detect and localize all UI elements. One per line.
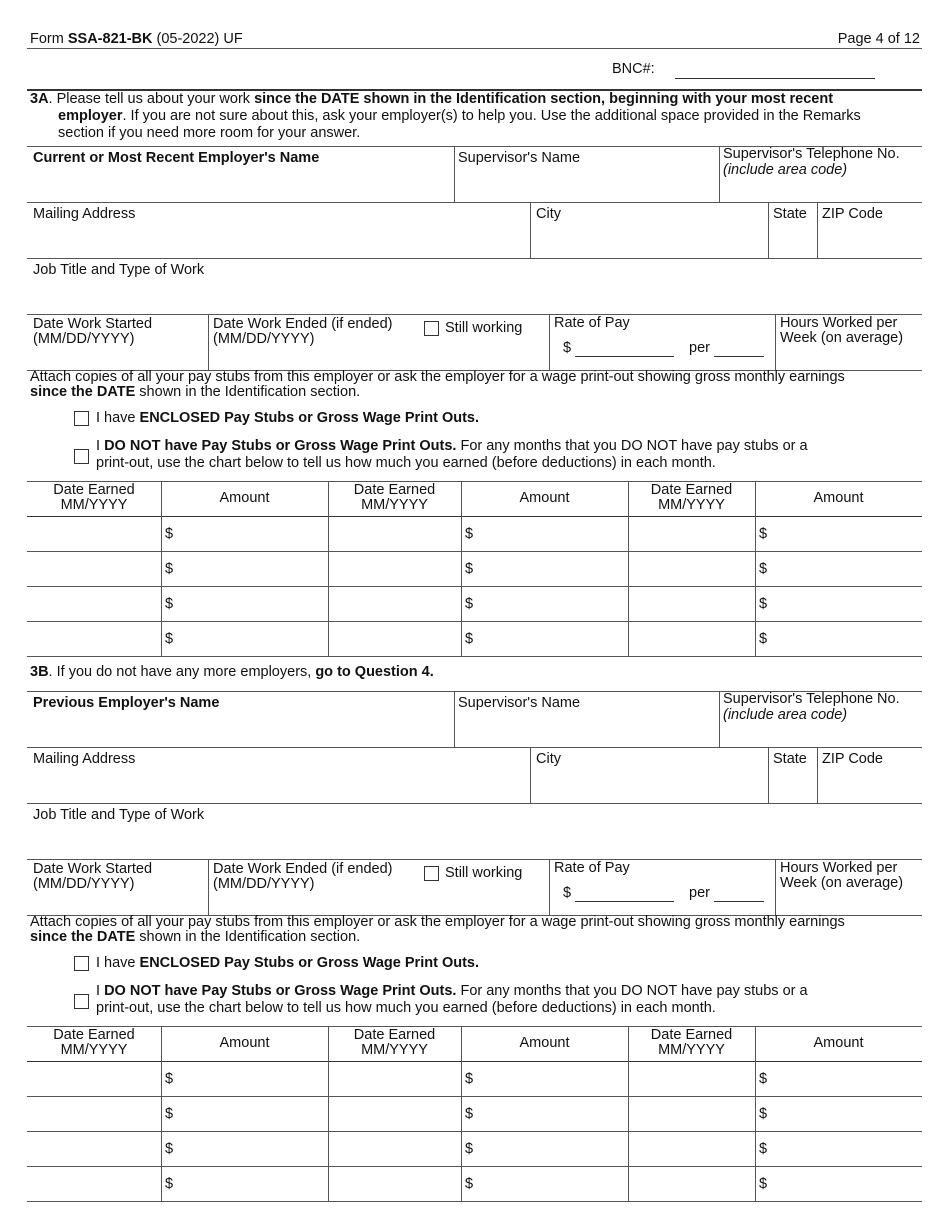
q3b-still-working-label: Still working [445,865,523,881]
bnc-input[interactable] [675,78,875,79]
q3b-amount-input[interactable] [771,1167,920,1200]
q3a-amount-dollar-sign: $ [465,631,474,647]
q3a-amount-input[interactable] [477,552,626,585]
q3b-date-earned-input[interactable] [329,1097,460,1130]
form-code: SSA-821-BK [67,31,153,47]
q3b-amount-input[interactable] [477,1132,626,1165]
v-rule [719,691,720,747]
q3a-amount-input[interactable] [477,587,626,620]
header-rule [27,48,922,49]
q3a-date-started-label: Date Work Started [33,316,153,332]
q3a-amount-input[interactable] [771,622,920,655]
q3b-enclosed-checkbox[interactable] [74,956,89,971]
v-rule [755,481,756,656]
q3b-amount-dollar-sign: $ [759,1106,768,1122]
q3a-rate-amount-input[interactable] [575,356,674,357]
q3a-date-earned-input[interactable] [28,517,160,550]
q3b-intro: 3B. If you do not have any more employers, go to Question 4. [30,664,434,680]
q3b-amount-input[interactable] [177,1167,326,1200]
q3b-still-working-checkbox[interactable] [424,866,439,881]
q3a-amount-dollar-sign: $ [759,631,768,647]
q3a-attach-instructions: Attach copies of all your pay stubs from this employer or ask the employer for a wage print-out showing gross monthly earnings since the DATE shown in the Identification section. [30,369,845,400]
q3b-amount-dollar-sign: $ [165,1106,174,1122]
q3a-hours-input[interactable] [777,348,921,368]
q3a-amount-dollar-sign: $ [465,596,474,612]
q3b-date-ended-input[interactable] [210,893,546,913]
q3a-amount-input[interactable] [177,622,326,655]
v-rule [461,1026,462,1201]
v-rule [461,481,462,656]
q3a-job-title-label: Job Title and Type of Work [33,262,205,278]
q3a-date-earned-input[interactable] [28,622,160,655]
q3b-zip-input[interactable] [819,767,921,801]
q3a-date-ended-label: Date Work Ended (if ended) [213,316,393,332]
q3a-job-title-input[interactable] [28,278,920,312]
v-rule [454,146,455,202]
q3b-amount-input[interactable] [177,1062,326,1095]
q3a-amount-input[interactable] [177,587,326,620]
q3b-hours-input[interactable] [777,893,921,913]
q3a-hours-label-1: Hours Worked per [780,315,898,331]
q3b-number: 3B [30,664,49,680]
q3a-rate-per-label: per [689,340,710,356]
q3a-date-earned-input[interactable] [28,587,160,620]
q3a-supervisor-name-input[interactable] [456,166,716,200]
q3a-amount-input[interactable] [477,622,626,655]
q3b-amount-input[interactable] [771,1132,920,1165]
q3b-date-earned-input[interactable] [629,1062,754,1095]
v-rule [161,1026,162,1201]
q3b-city-label: City [536,751,561,767]
q3a-date-started-format: (MM/DD/YYYY) [33,331,135,347]
h-rule [27,803,922,804]
q3b-supervisor-name-label: Supervisor's Name [458,695,581,711]
q3a-amount-dollar-sign: $ [165,561,174,577]
q3b-col-amount-header: Amount [813,1035,864,1051]
q3b-col-date-earned-header: Date Earned MM/YYYY [353,1027,436,1058]
v-rule [755,1026,756,1201]
q3a-supervisor-phone-input[interactable] [721,180,921,200]
q3a-amount-dollar-sign: $ [165,631,174,647]
q3b-date-started-input[interactable] [28,893,206,913]
v-rule [530,202,531,258]
v-rule [530,747,531,803]
q3a-enclosed-label: I have ENCLOSED Pay Stubs or Gross Wage Print Outs. [96,410,479,426]
q3b-date-ended-label: Date Work Ended (if ended) [213,861,393,877]
q3b-amount-input[interactable] [771,1062,920,1095]
q3a-area-code-note: (include area code) [723,162,848,178]
v-rule [768,747,769,803]
v-rule [454,691,455,747]
q3b-amount-input[interactable] [771,1097,920,1130]
q3a-state-label: State [773,206,807,222]
q3a-date-earned-input[interactable] [629,622,754,655]
q3b-amount-input[interactable] [477,1062,626,1095]
q3b-amount-dollar-sign: $ [165,1141,174,1157]
q3b-supervisor-phone-label: Supervisor's Telephone No. [723,691,900,707]
q3a-supervisor-phone-label: Supervisor's Telephone No. [723,146,900,162]
h-rule [27,202,922,203]
q3a-state-input[interactable] [770,222,815,256]
v-rule [719,146,720,202]
v-rule [817,202,818,258]
q3b-amount-dollar-sign: $ [465,1071,474,1087]
q3a-city-label: City [536,206,561,222]
q3b-job-title-input[interactable] [28,823,920,857]
q3a-date-started-input[interactable] [28,348,206,368]
q3a-not-have-label: I DO NOT have Pay Stubs or Gross Wage Print Outs. For any months that you DO NOT have pay stubs or a print-out, use the chart below to tell us how much you earned (before deductions) in each month. [96,438,808,471]
q3a-date-earned-input[interactable] [329,552,460,585]
q3a-col-date-earned-header: Date Earned MM/YYYY [353,482,436,513]
q3b-hours-label-2: Week (on average) [780,875,904,891]
q3a-mailing-address-input[interactable] [28,222,528,256]
q3b-mailing-address-label: Mailing Address [33,751,136,767]
q3b-rate-period-input[interactable] [714,901,764,902]
q3a-amount-input[interactable] [771,517,920,550]
q3a-amount-input[interactable] [177,552,326,585]
q3a-col-amount-header: Amount [519,490,570,506]
h-rule [27,656,922,657]
q3b-state-input[interactable] [770,767,815,801]
q3b-col-date-earned-header: Date Earned MM/YYYY [650,1027,733,1058]
q3b-employer-name-input[interactable] [28,711,452,745]
q3b-date-earned-input[interactable] [329,1132,460,1165]
q3b-rate-of-pay-label: Rate of Pay [554,860,630,876]
q3b-amount-input[interactable] [477,1167,626,1200]
h-rule [27,747,922,748]
v-rule [208,314,209,370]
q3b-area-code-note: (include area code) [723,707,848,723]
q3a-city-input[interactable] [532,222,766,256]
v-rule [768,202,769,258]
q3a-hours-label-2: Week (on average) [780,330,904,346]
q3b-amount-dollar-sign: $ [465,1106,474,1122]
page-number: Page 4 of 12 [837,31,920,47]
q3b-rate-amount-input[interactable] [575,901,674,902]
q3a-zip-input[interactable] [819,222,921,256]
q3a-col-amount-header: Amount [219,490,270,506]
q3b-mailing-address-input[interactable] [28,767,528,801]
q3a-date-earned-input[interactable] [28,552,160,585]
q3b-amount-input[interactable] [177,1132,326,1165]
q3a-supervisor-name-label: Supervisor's Name [458,150,581,166]
q3a-amount-dollar-sign: $ [465,526,474,542]
q3b-hours-label-1: Hours Worked per [780,860,898,876]
q3b-col-amount-header: Amount [219,1035,270,1051]
q3b-supervisor-phone-input[interactable] [721,725,921,745]
q3a-zip-label: ZIP Code [822,206,883,222]
q3b-amount-input[interactable] [477,1097,626,1130]
bnc-label: BNC#: [612,61,655,77]
q3b-enclosed-label: I have ENCLOSED Pay Stubs or Gross Wage Print Outs. [96,955,479,971]
v-rule [549,859,550,915]
q3a-date-ended-input[interactable] [210,348,546,368]
q3b-date-started-format: (MM/DD/YYYY) [33,876,135,892]
v-rule [817,747,818,803]
q3a-date-earned-input[interactable] [329,587,460,620]
q3b-not-have-label: I DO NOT have Pay Stubs or Gross Wage Print Outs. For any months that you DO NOT have pay stubs or a print-out, use the chart below to tell us how much you earned (before deductions) in each month. [96,983,808,1016]
v-rule [549,314,550,370]
q3b-date-earned-input[interactable] [629,1132,754,1165]
q3a-date-ended-format: (MM/DD/YYYY) [213,331,315,347]
q3a-amount-input[interactable] [771,552,920,585]
q3b-job-title-label: Job Title and Type of Work [33,807,205,823]
q3a-date-earned-input[interactable] [629,587,754,620]
q3a-rate-period-input[interactable] [714,356,764,357]
v-rule [208,859,209,915]
h-rule [27,1201,922,1202]
q3b-amount-dollar-sign: $ [165,1071,174,1087]
v-rule [775,314,776,370]
q3b-amount-input[interactable] [177,1097,326,1130]
q3b-rate-dollar-sign: $ [563,885,572,901]
q3a-rate-dollar-sign: $ [563,340,572,356]
v-rule [161,481,162,656]
q3b-amount-dollar-sign: $ [759,1141,768,1157]
form-prefix: Form [30,31,68,47]
v-rule [775,859,776,915]
q3a-amount-dollar-sign: $ [759,561,768,577]
q3a-amount-input[interactable] [771,587,920,620]
form-number [30,31,243,47]
q3b-state-label: State [773,751,807,767]
q3a-intro: 3A. Please tell us about your work since the DATE shown in the Identification section, beginning with your most recent employer. If you are not sure about this, ask your employer(s) to help you. Use the additional space provided in the Remarks section if you need more room for your answer. [30,91,861,141]
q3b-date-earned-input[interactable] [28,1062,160,1095]
q3b-amount-dollar-sign: $ [465,1176,474,1192]
q3b-attach-instructions: Attach copies of all your pay stubs from this employer or ask the employer for a wage print-out showing gross monthly earnings since the DATE shown in the Identification section. [30,914,845,945]
q3a-date-earned-input[interactable] [329,622,460,655]
q3b-amount-dollar-sign: $ [759,1176,768,1192]
h-rule [27,258,922,259]
q3a-col-amount-header: Amount [813,490,864,506]
q3b-employer-name-label: Previous Employer's Name [33,695,220,711]
q3a-date-earned-input[interactable] [629,552,754,585]
q3a-still-working-checkbox[interactable] [424,321,439,336]
q3a-date-earned-input[interactable] [329,517,460,550]
q3b-date-earned-input[interactable] [329,1062,460,1095]
q3b-date-earned-input[interactable] [329,1167,460,1200]
q3a-mailing-address-label: Mailing Address [33,206,136,222]
q3b-date-earned-input[interactable] [629,1167,754,1200]
q3b-date-earned-input[interactable] [28,1097,160,1130]
q3b-date-earned-input[interactable] [629,1097,754,1130]
form-suffix: (05-2022) UF [152,31,243,47]
q3b-city-input[interactable] [532,767,766,801]
q3a-amount-input[interactable] [477,517,626,550]
q3b-col-date-earned-header: Date Earned MM/YYYY [53,1027,135,1058]
q3b-amount-dollar-sign: $ [465,1141,474,1157]
q3b-supervisor-name-input[interactable] [456,711,716,745]
q3a-col-date-earned-header: Date Earned MM/YYYY [53,482,135,513]
q3a-number: 3A [30,91,49,107]
q3a-employer-name-input[interactable] [28,166,452,200]
q3a-amount-dollar-sign: $ [165,596,174,612]
q3a-amount-dollar-sign: $ [759,596,768,612]
q3a-rate-of-pay-label: Rate of Pay [554,315,630,331]
q3b-zip-label: ZIP Code [822,751,883,767]
q3b-date-started-label: Date Work Started [33,861,153,877]
q3a-amount-input[interactable] [177,517,326,550]
q3b-amount-dollar-sign: $ [759,1071,768,1087]
q3b-col-amount-header: Amount [519,1035,570,1051]
q3b-date-earned-input[interactable] [28,1132,160,1165]
q3b-date-earned-input[interactable] [28,1167,160,1200]
q3b-date-ended-format: (MM/DD/YYYY) [213,876,315,892]
q3a-amount-dollar-sign: $ [759,526,768,542]
q3b-amount-dollar-sign: $ [165,1176,174,1192]
q3a-still-working-label: Still working [445,320,523,336]
q3a-amount-dollar-sign: $ [465,561,474,577]
q3a-not-have-checkbox[interactable] [74,449,89,464]
q3a-enclosed-checkbox[interactable] [74,411,89,426]
q3b-not-have-checkbox[interactable] [74,994,89,1009]
q3a-col-date-earned-header: Date Earned MM/YYYY [650,482,733,513]
q3a-amount-dollar-sign: $ [165,526,174,542]
q3a-employer-name-label: Current or Most Recent Employer's Name [33,150,320,166]
q3a-date-earned-input[interactable] [629,517,754,550]
q3b-rate-per-label: per [689,885,710,901]
